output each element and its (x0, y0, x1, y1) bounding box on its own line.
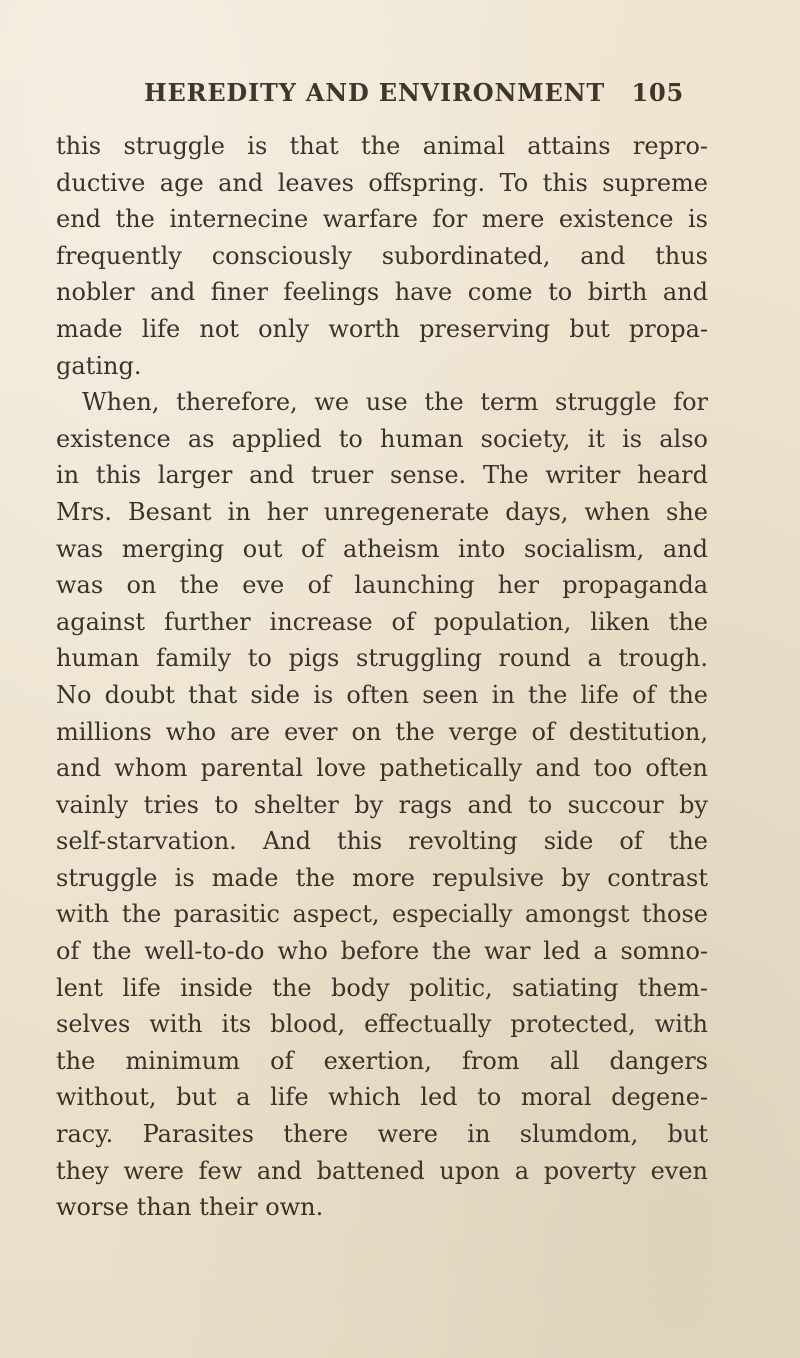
text-line: ductive age and leaves offspring. To this supreme (56, 168, 708, 197)
page-number: 105 (631, 78, 684, 107)
text-line: racy. Parasites there were in slumdom, but (56, 1120, 708, 1149)
text-line: selves with its blood, effectually protected, with (56, 1010, 708, 1039)
text-line: self-starvation. And this revolting side of the (56, 827, 708, 856)
running-head-title: HEREDITY AND ENVIRONMENT (144, 78, 606, 107)
text-line: worse than their own. (56, 1193, 324, 1222)
text-line: made life not only worth preserving but propa- (56, 314, 708, 343)
text-line: lent life inside the body politic, satiating them- (56, 973, 708, 1002)
body-text (56, 128, 708, 1226)
text-line: millions who are ever on the verge of destitution, (56, 717, 708, 746)
text-line: Mrs. Besant in her unregenerate days, when she (56, 497, 708, 526)
text-line: the minimum of exertion, from all dangers (56, 1046, 708, 1075)
text-line: of the well-to-do who before the war led a somno- (56, 937, 708, 966)
text-line: struggle is made the more repulsive by contrast (56, 863, 708, 892)
text-line: and whom parental love pathetically and too often (56, 754, 708, 783)
text-line: in this larger and truer sense. The writer heard (56, 461, 708, 490)
running-head (144, 78, 684, 118)
text-line: without, but a life which led to moral degene- (56, 1083, 708, 1112)
text-line: human family to pigs struggling round a trough. (56, 644, 708, 673)
text-line: frequently consciously subordinated, and thus (56, 241, 708, 270)
text-line: this struggle is that the animal attains repro- (56, 132, 708, 160)
paragraph (56, 384, 708, 1226)
text-line: gating. (56, 351, 142, 380)
paragraph (56, 128, 708, 384)
text-line: No doubt that side is often seen in the life of the (56, 680, 708, 709)
text-line: vainly tries to shelter by rags and to succour by (56, 790, 708, 819)
text-line: was merging out of atheism into socialism, and (56, 534, 708, 563)
text-line: end the internecine warfare for mere existence is (56, 205, 708, 234)
text-line: When, therefore, we use the term struggle for (82, 388, 708, 417)
text-line: they were few and battened upon a poverty even (56, 1156, 708, 1185)
text-line: against further increase of population, liken the (56, 607, 708, 636)
text-line: with the parasitic aspect, especially amongst those (56, 900, 708, 929)
text-line: existence as applied to human society, it is also (56, 424, 708, 453)
text-line: nobler and finer feelings have come to birth and (56, 278, 708, 307)
text-line: was on the eve of launching her propaganda (56, 571, 708, 600)
